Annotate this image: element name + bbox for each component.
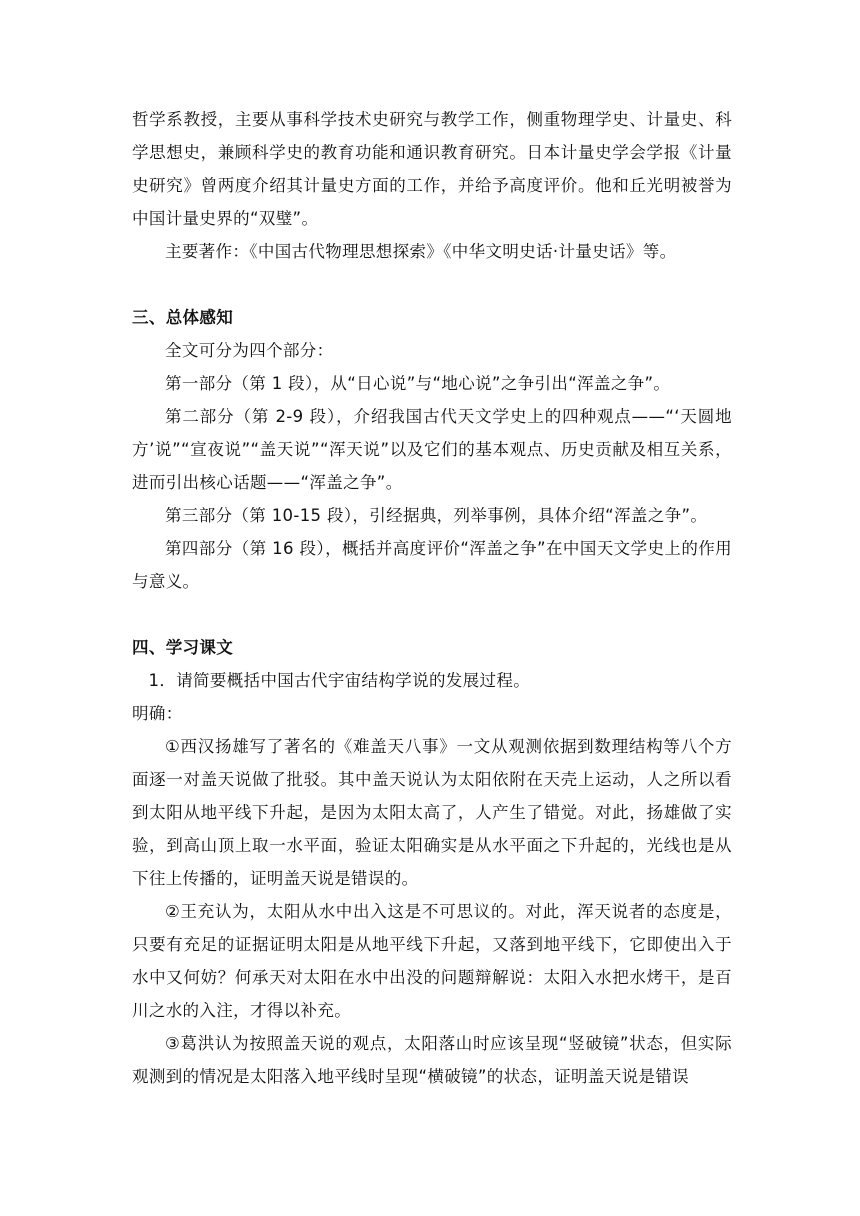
intro-continued-paragraph: 哲学系教授，主要从事科学技术史研究与教学工作，侧重物理学史、计量史、科学思想史，兼顾科学史的教育功能和通识教育研究。日本计量史学会学报《计量史研究》曾两度介绍其计量史方面的工作，并给予高度评价。他和丘光明被誉为中国计量史界的“双璧”。 bbox=[132, 110, 732, 228]
question-paragraph: 1．请简要概括中国古代宇宙结构学说的发展过程。 bbox=[148, 671, 531, 690]
section-3-paragraph: 全文可分为四个部分： bbox=[165, 341, 334, 360]
section-3-paragraph: 第四部分（第 16 段），概括并高度评价“浑盖之争”在中国天文学史上的作用与意义。 bbox=[132, 539, 732, 591]
answer-label: 明确： bbox=[132, 704, 183, 723]
answer-paragraph: ②王充认为，太阳从水中出入这是不可思议的。对此，浑天说者的态度是，只要有充足的证据证明太阳是从地平线下升起，又落到地平线下，它即使出入于水中又何妨？何承天对太阳在水中出没的问题辩解说：太阳入水把水烤干，是百川之水的入注，才得以补充。 bbox=[132, 902, 732, 1020]
section-4-heading: 四、学习课文 bbox=[132, 638, 234, 657]
section-spacer bbox=[132, 598, 732, 631]
answer-paragraph: ①西汉扬雄写了著名的《难盖天八事》一文从观测依据到数理结构等八个方面逐一对盖天说做了批驳。其中盖天说认为太阳依附在天壳上运动，人之所以看到太阳从地平线下升起，是因为太阳太高了，人产生了错觉。对此，扬雄做了实验，到高山顶上取一水平面，验证太阳确实是从水平面之下升起的，光线也是从下往上传播的，证明盖天说是错误的。 bbox=[132, 737, 732, 888]
document-body bbox=[132, 103, 732, 1093]
section-3-paragraph: 第一部分（第 1 段），从“日心说”与“地心说”之争引出“浑盖之争”。 bbox=[165, 374, 671, 393]
major-works-paragraph: 主要著作：《中国古代物理思想探索》《中华文明史话·计量史话》等。 bbox=[165, 242, 677, 261]
section-3-paragraph: 第三部分（第 10-15 段），引经据典，列举事例，具体介绍“浑盖之争”。 bbox=[165, 506, 708, 525]
answer-paragraph: ③葛洪认为按照盖天说的观点，太阳落山时应该呈现“竖破镜”状态，但实际观测到的情况是太阳落入地平线时呈现“横破镜”的状态，证明盖天说是错误 bbox=[132, 1034, 732, 1086]
section-3-heading: 三、总体感知 bbox=[132, 308, 234, 327]
section-3-paragraph: 第二部分（第 2-9 段），介绍我国古代天文学史上的四种观点——“‘天圆地方’说”“宣夜说”“盖天说”“浑天说”以及它们的基本观点、历史贡献及相互关系，进而引出核心话题——“浑盖之争”。 bbox=[132, 407, 732, 492]
section-spacer bbox=[132, 268, 732, 301]
